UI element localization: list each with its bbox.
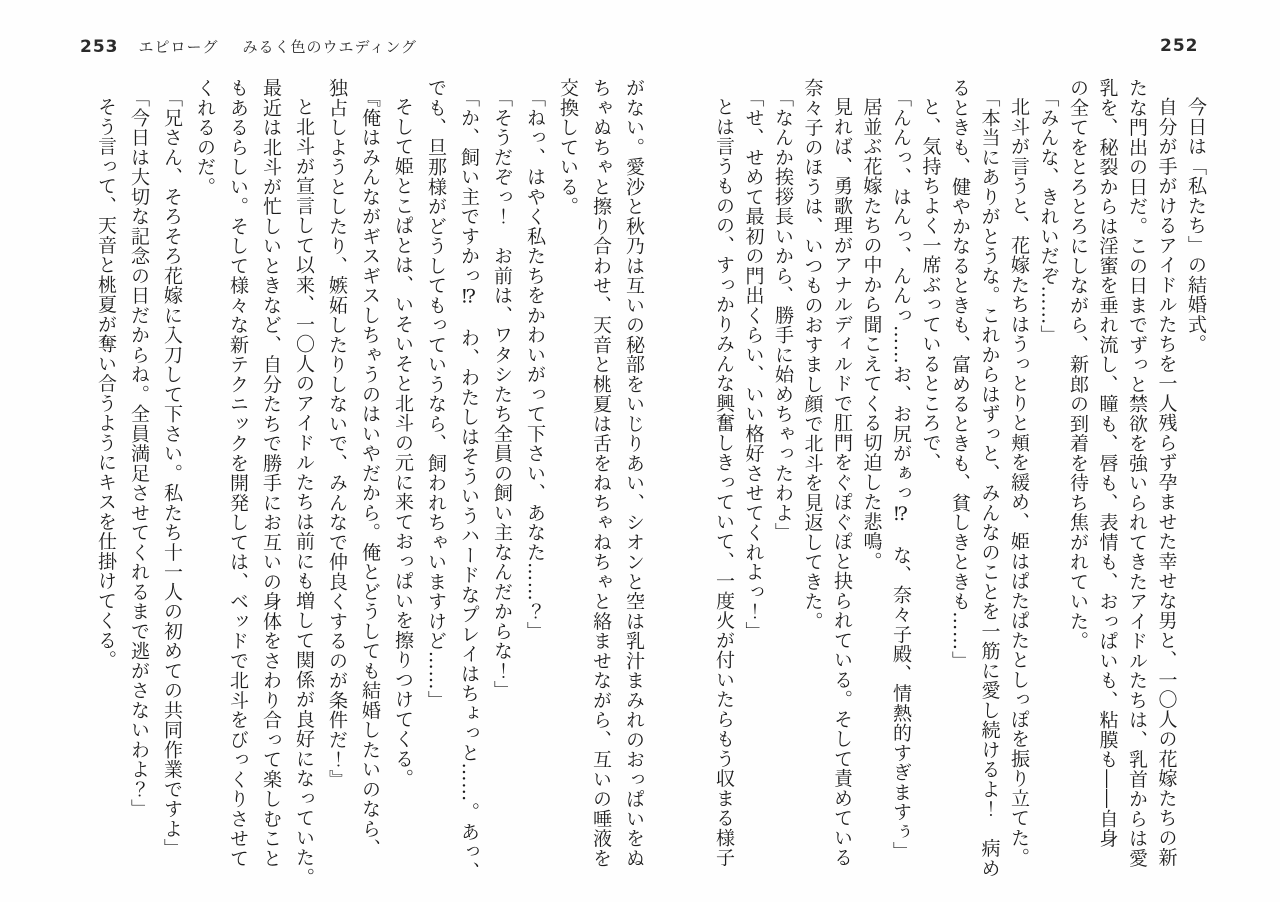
text-line: もあるらしい。そして様々な新テクニックを開発しては、ベッドで北斗をびっくりさせて [227, 78, 249, 868]
text-line: 「兄さん、そろそろ花嫁に入刀して下さい。私たち十一人の初めての共同作業ですよ」 [161, 87, 183, 858]
text-line: 「みんな、きれいだぞ……」 [1037, 87, 1060, 345]
text-line: 「今日は大切な記念の日だからね。全員満足させてくれるまで逃がさないわよ？」 [128, 87, 150, 819]
chapter-title: みるく色のウエディング [242, 38, 418, 56]
text-line: そう言って、天音と桃夏が奪い合うようにキスを仕掛けてくる。 [95, 97, 117, 670]
text-line: 奈々子のほうは、いつものおすまし顔で北斗を見返してきた。 [801, 78, 824, 631]
text-line: の全てをとろとろにしながら、新郎の到着を待ち焦がれていた。 [1067, 78, 1089, 651]
text-line: と北斗が宣言して以来、一〇人のアイドルたちは前にも増して関係が良好になっていた。 [293, 97, 315, 887]
text-line: 交換している。 [557, 78, 579, 217]
chapter-label: エピローグ [138, 38, 219, 56]
text-line: 「なんか挨拶長いから、勝手に始めちゃったわよ」 [772, 87, 794, 542]
text-line: るときも、健やかなるときも、富めるときも、貧しきときも……」 [949, 78, 971, 671]
text-line: がない。愛沙と秋乃は互いの秘部をいじりあい、シオンと空は乳汁まみれのおっぱいをぬ [623, 78, 645, 868]
text-line: とは言うものの、すっかりみんな興奮しきっていて、一度火が付いたらもう収まる様子 [713, 97, 735, 868]
text-line: 自分が手がけるアイドルたちを一人残らず孕ませた幸せな男と、一〇人の花嫁たちの新 [1155, 97, 1178, 868]
text-line: 「本当にありがとうな。これからはずっと、みんなのことを一筋に愛し続けるよ！ 病め [978, 87, 1001, 878]
text-line: 最近は北斗が忙しいときなど、自分たちで勝手にお互いの身体をさわり合って楽しむこと [260, 78, 282, 868]
text-line: そして姫とこぱとは、いそいそと北斗の元に来ておっぱいを擦りつけてくる。 [392, 97, 414, 789]
right-page-number: 252 [1160, 36, 1199, 56]
text-line: くれるのだ。 [194, 78, 216, 197]
text-line: 今日は「私たち」の結婚式。 [1185, 97, 1207, 354]
text-line: 「か、飼い主ですかっ⁉ わ、わたしはそういうハードなプレイはちょっと……。あっ、 [458, 87, 480, 881]
text-line: ちゃぬちゃと擦り合わせ、天音と桃夏は舌をねちゃねちゃと絡ませながら、互いの唾液を [590, 78, 612, 868]
text-line: と、気持ちよく一席ぶっているところで、 [919, 97, 942, 473]
text-line: でも、旦那様がどうしてもっていうなら、飼われちゃいますけど……」 [425, 78, 447, 710]
text-line: 「せ、せめて最初の門出くらい、いい格好させてくれよっ！」 [742, 87, 765, 641]
page-252-text-block [700, 78, 1210, 878]
page-253-text-block [88, 78, 650, 887]
text-line: 『俺はみんながギスギスしちゃうのはいやだから。俺とどうしても結婚したいのなら、 [359, 87, 381, 858]
right-page-header [1160, 36, 1199, 56]
text-line: 乳を、秘裂からは淫蜜を垂れ流し、瞳も、唇も、表情も、おっぱいも、粘膜も――自身 [1096, 78, 1119, 849]
left-page-header [80, 36, 417, 57]
text-line: 「ねっ、はやく私たちをかわいがって下さい、あなた……？」 [524, 87, 546, 641]
text-line: 北斗が言うと、花嫁たちはうっとりと頬を緩め、姫はぱたぱたとしっぽを振り立てた。 [1008, 97, 1030, 868]
text-line: 居並ぶ花嫁たちの中から聞こえてくる切迫した悲鳴。 [860, 97, 883, 571]
text-line: 「そうだぞっ！ お前は、ワタシたち全員の飼い主なんだからな！」 [491, 87, 513, 700]
text-line: 「んんっ、はんっ、んんっ……お、お尻がぁっ⁉ な、奈々子殿、情熱的すぎますぅ」 [890, 87, 912, 861]
left-page-number: 253 [80, 37, 119, 57]
text-line: 独占しようとしたり、嫉妬したりしないで、みんなで仲良くするのが条件だ！』 [326, 78, 348, 789]
text-line: 見れば、勇歌理がアナルディルドで肛門をぐぽぐぽと抉られている。そして責めている [831, 97, 853, 868]
text-line: たな門出の日だ。この日までずっと禁欲を強いられてきたアイドルたちは、乳首からは愛 [1126, 78, 1148, 868]
